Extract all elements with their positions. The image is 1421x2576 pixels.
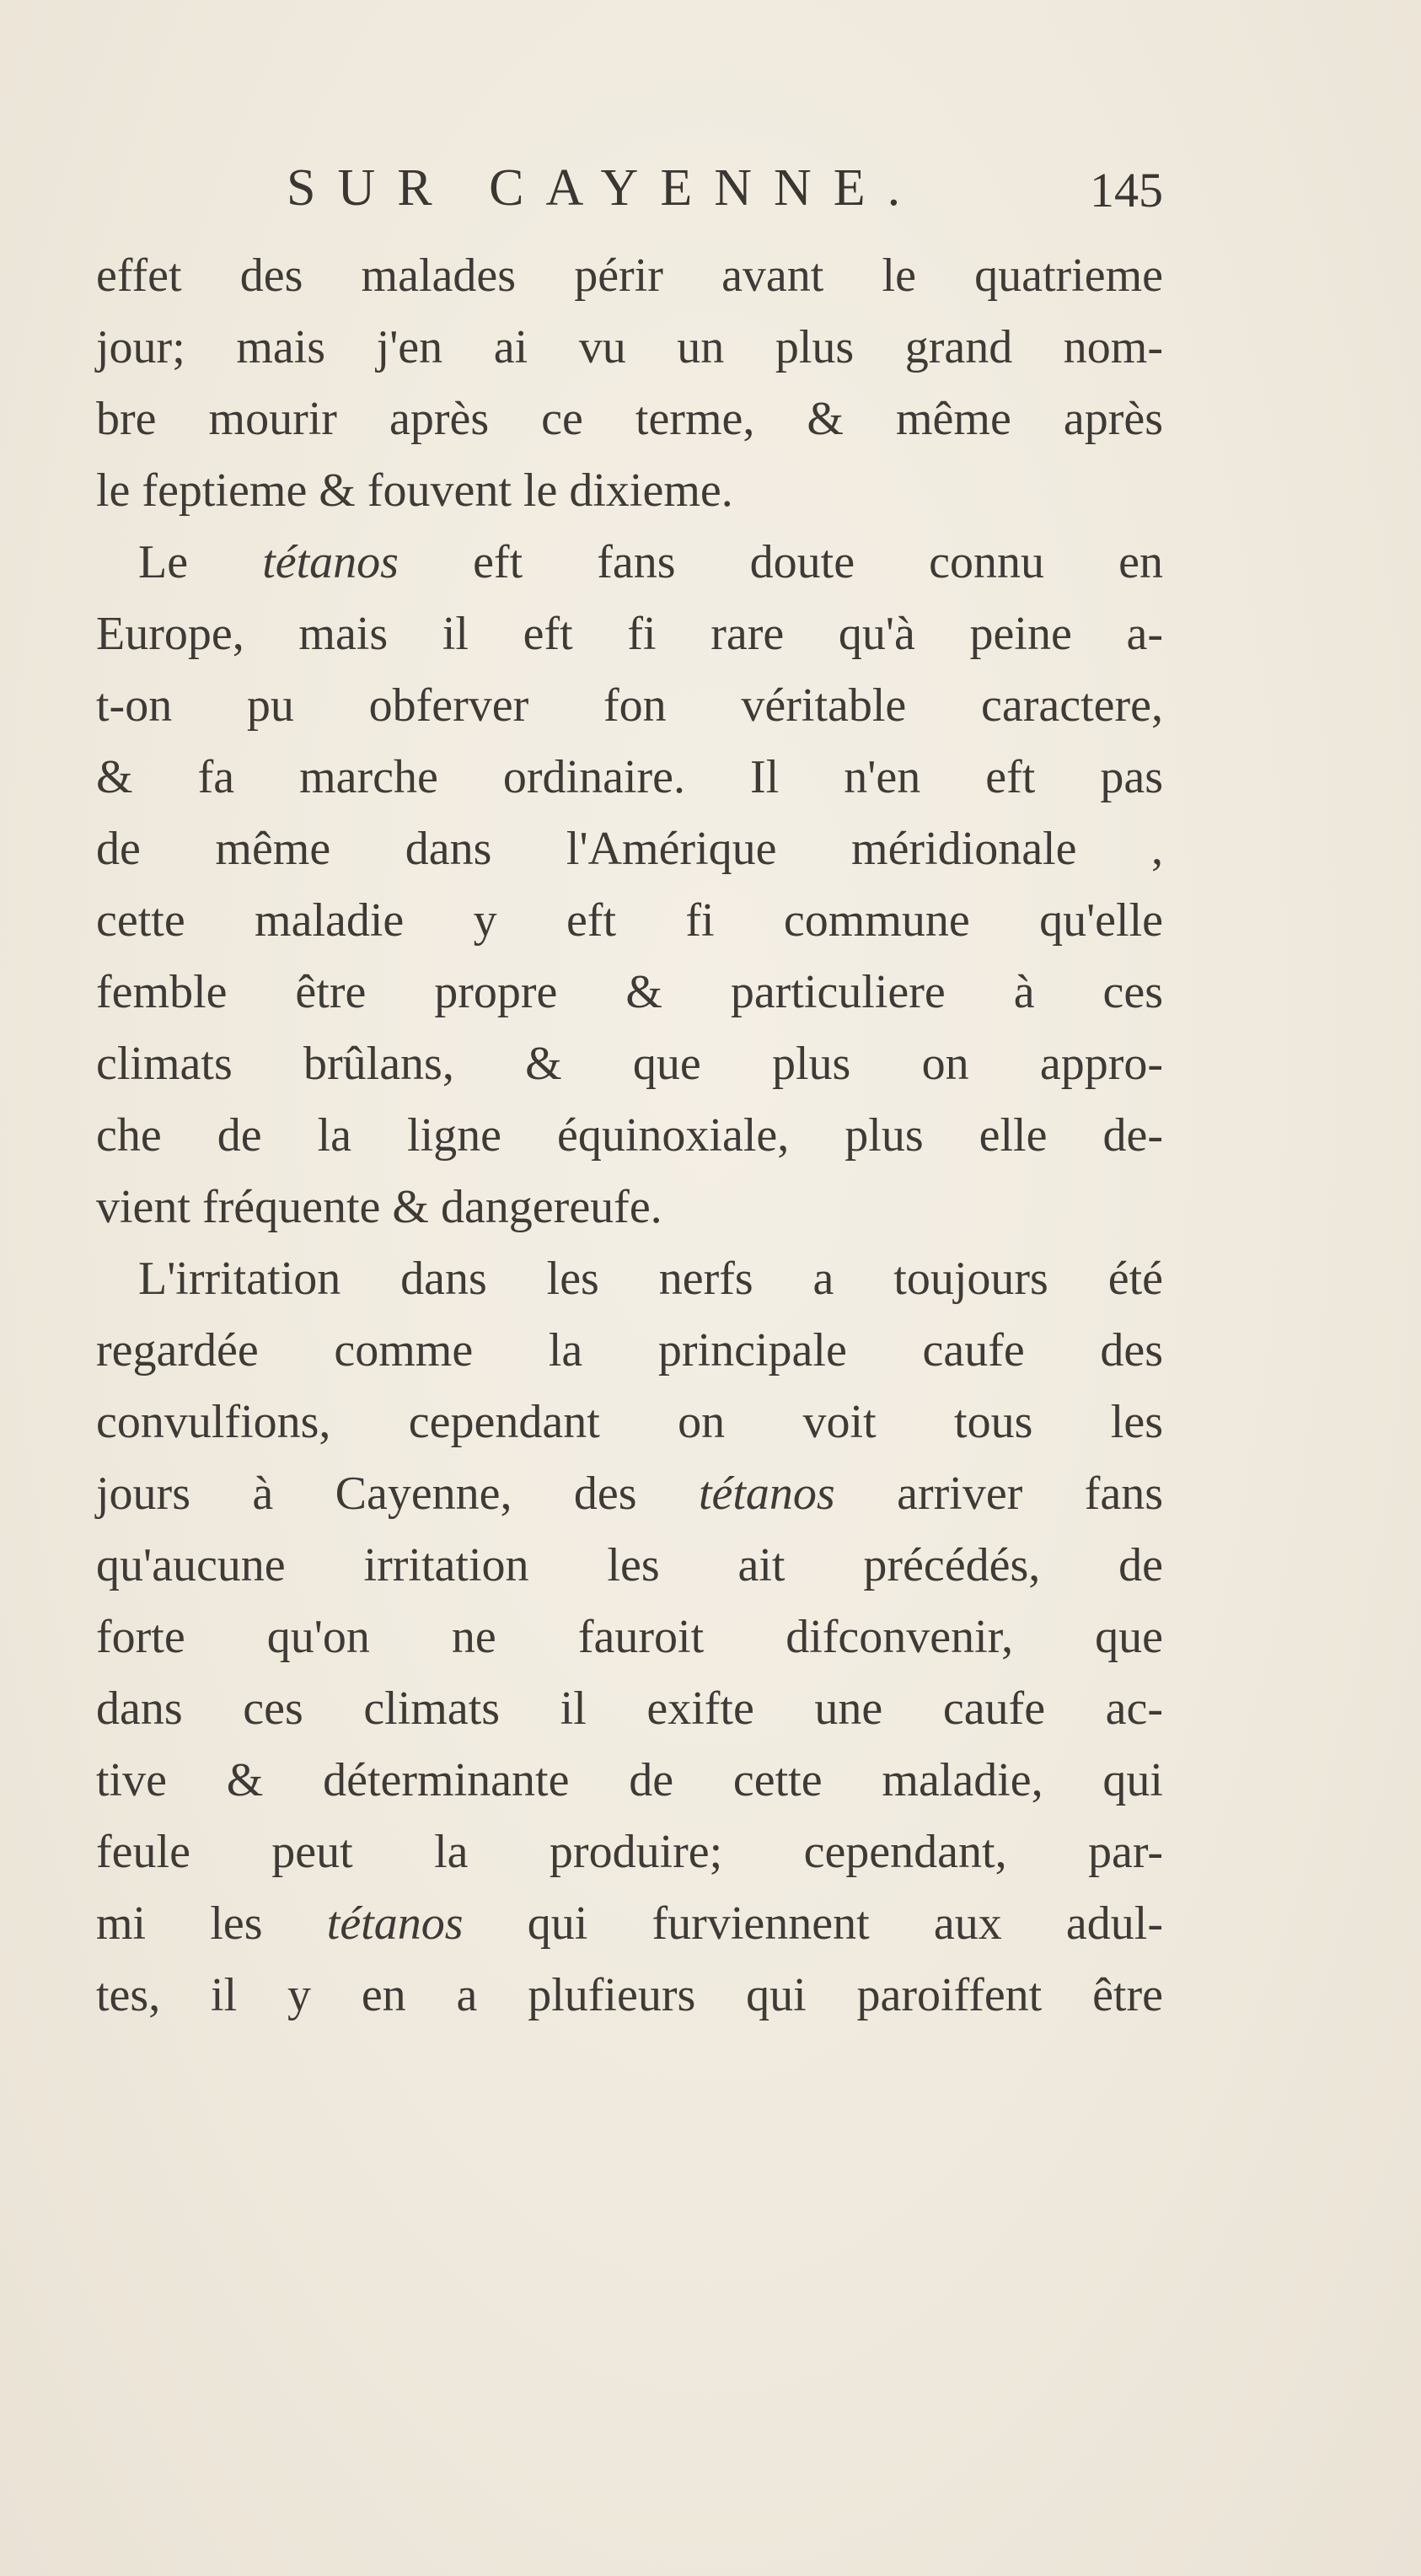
text-line: regardée comme la principale caufe des <box>96 1324 1163 1377</box>
text-line <box>96 527 1163 598</box>
line-text: Le <box>138 536 263 588</box>
line-text: jours à Cayenne, des <box>96 1468 699 1520</box>
line-text: eft fans doute connu en <box>398 536 1164 588</box>
text-line: convulfions, cependant on voit tous les <box>96 1396 1163 1448</box>
italic-term: tétanos <box>698 1468 835 1520</box>
line-text: qui furviennent aux adul- <box>463 1897 1163 1950</box>
text-line: t-on pu obferver fon véritable caractere, <box>96 679 1163 732</box>
text-line: & fa marche ordinaire. Il n'en eft pas <box>96 751 1163 803</box>
text-line: effet des malades périr avant le quatrieme <box>96 250 1163 302</box>
text-line: forte qu'on ne fauroit difconvenir, que <box>96 1611 1163 1663</box>
text-line: Europe, mais il eft fi rare qu'à peine a- <box>96 608 1163 660</box>
running-title: SUR CAYENNE. <box>287 159 923 217</box>
text-line: tes, il y en a plufieurs qui paroiffent être <box>96 1969 1163 2021</box>
text-line: che de la ligne équinoxiale, plus elle de- <box>96 1109 1163 1162</box>
text-line: L'irritation dans les nerfs a toujours été <box>138 1253 1163 1305</box>
text-line: climats brûlans, & que plus on appro- <box>96 1038 1163 1090</box>
text-line: qu'aucune irritation les ait précédés, de <box>96 1539 1163 1591</box>
text-line: bre mourir après ce terme, & même après <box>96 393 1163 445</box>
page-header <box>287 158 1163 234</box>
line-text: mi les <box>96 1897 327 1950</box>
text-line: dans ces climats il exifte une caufe ac- <box>96 1682 1163 1735</box>
text-line <box>96 1458 1163 1530</box>
page-number: 145 <box>1090 163 1163 217</box>
text-line: feule peut la produire; cependant, par- <box>96 1826 1163 1878</box>
text-line: de même dans l'Amérique méridionale , <box>96 823 1163 875</box>
line-text: arriver fans <box>834 1468 1163 1520</box>
text-line: femble être propre & particuliere à ces <box>96 966 1163 1018</box>
text-line: tive & déterminante de cette maladie, qui <box>96 1754 1163 1806</box>
text-line: cette maladie y eft fi commune qu'elle <box>96 894 1163 947</box>
text-line: le feptieme & fouvent le dixieme. <box>96 464 733 517</box>
text-line <box>96 1888 1163 1960</box>
italic-term: tétanos <box>326 1897 464 1950</box>
text-line: vient fréquente & dangereufe. <box>96 1181 662 1233</box>
text-line: jour; mais j'en ai vu un plus grand nom- <box>96 321 1163 373</box>
italic-term: tétanos <box>262 536 399 588</box>
body-text <box>96 240 1163 2031</box>
